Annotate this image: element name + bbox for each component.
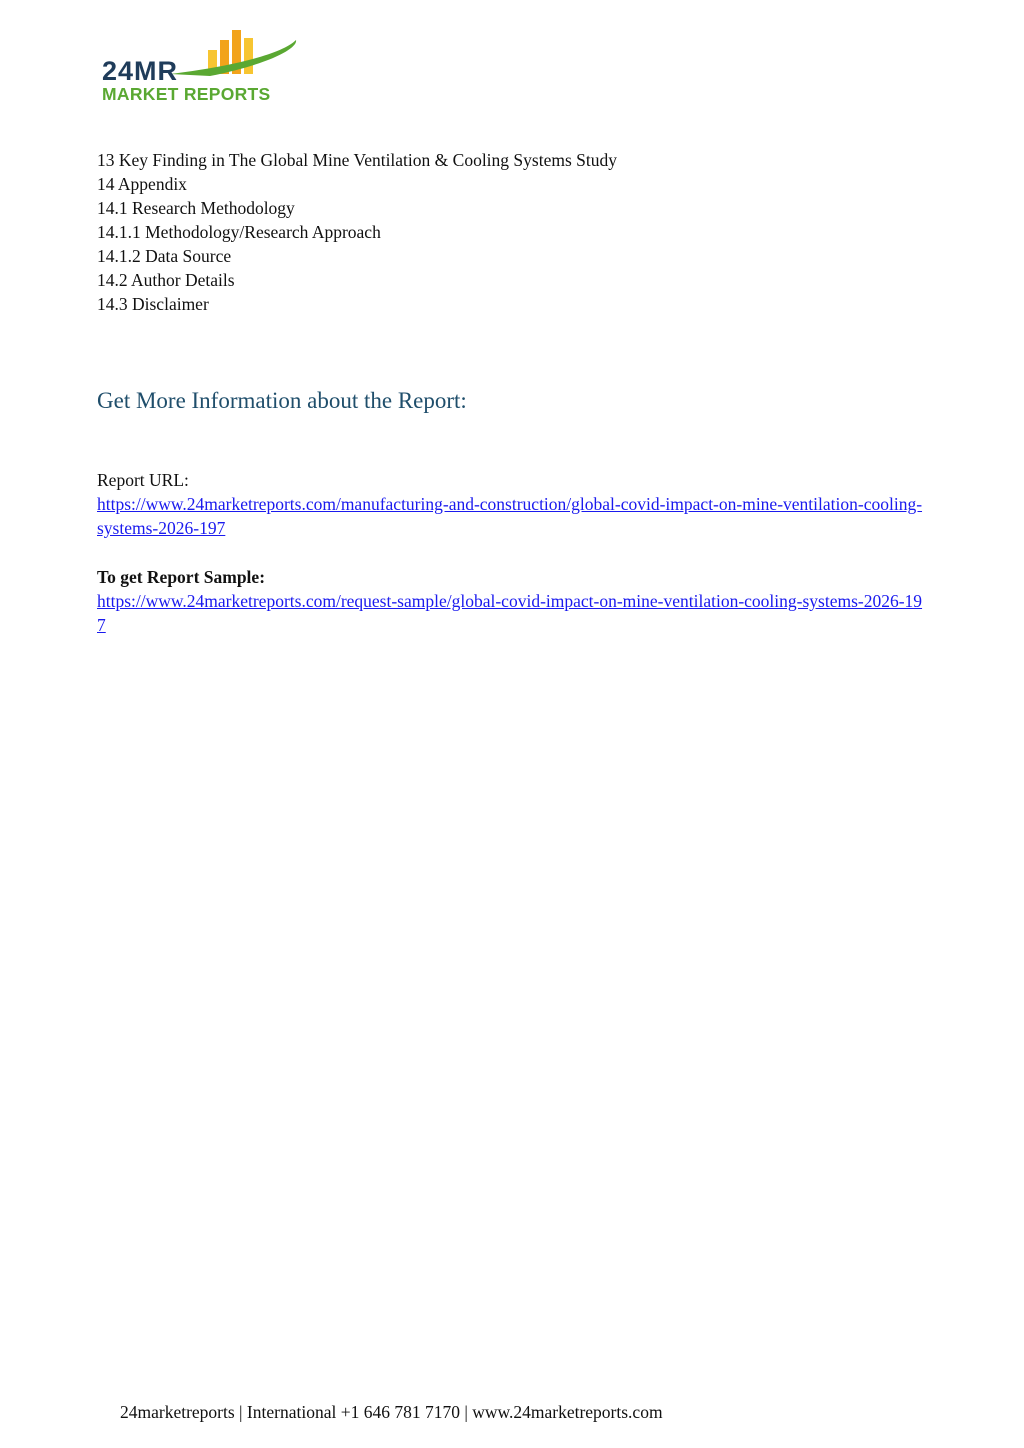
toc-item: 14.1 Research Methodology [97,198,295,218]
logo-text-market-reports: MARKET REPORTS [102,84,271,104]
report-sample-label: To get Report Sample: [97,567,266,587]
toc-item: 14.2 Author Details [97,270,235,290]
more-info-heading: Get More Information about the Report: [97,388,467,413]
logo-text-24mr: 24MR [102,56,179,86]
logo-bar-4 [244,38,253,74]
toc-item: 14.3 Disclaimer [97,294,209,314]
page-footer: 24marketreports | International +1 646 781 7170 | www.24marketreports.com [120,1402,663,1422]
report-url-block [97,468,927,540]
toc-item: 14.1.2 Data Source [97,246,232,266]
report-sample-link[interactable]: https://www.24marketreports.com/request-sample/global-covid-impact-on-mine-ventilation-cooling-systems-2026-197 [97,591,923,635]
toc-item: 14.1.1 Methodology/Research Approach [97,222,381,242]
report-url-label: Report URL: [97,470,189,490]
report-url-link[interactable]: https://www.24marketreports.com/manufacturing-and-construction/global-covid-impact-on-mine-ventilation-cooling-systems-2026-197 [97,494,923,538]
report-sample-block [97,565,927,637]
company-logo [100,28,310,108]
table-of-contents [97,148,617,316]
toc-item: 13 Key Finding in The Global Mine Ventilation & Cooling Systems Study [97,150,617,170]
toc-item: 14 Appendix [97,174,187,194]
